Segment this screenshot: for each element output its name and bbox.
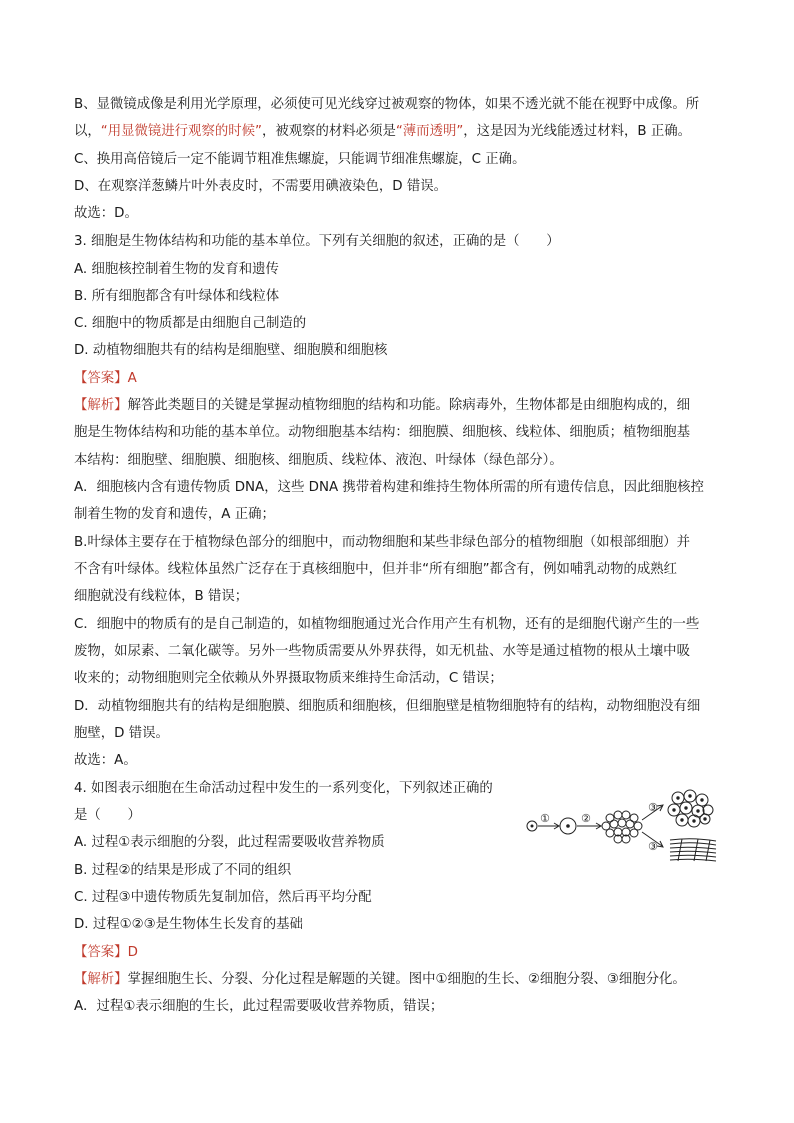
q4-option-c: C. 过程③中遗传物质先复制加倍，然后再平均分配 bbox=[74, 890, 372, 905]
q3-expl-a-line2: 制着生物的发育和遗传，A 正确； bbox=[74, 507, 275, 522]
q3-expl-d-line2: 胞壁，D 错误。 bbox=[74, 726, 169, 741]
q4-option-d: D. 过程①②③是生物体生长发育的基础 bbox=[74, 917, 303, 932]
label-process-1: ① bbox=[540, 812, 550, 825]
q3-answer bbox=[74, 365, 137, 392]
analysis-tag: 【解析】 bbox=[74, 972, 128, 987]
choose-d: 故选：D。 bbox=[74, 206, 138, 221]
nucleus-dot bbox=[531, 825, 533, 827]
text: 以， bbox=[74, 124, 101, 139]
q3-expl-c-line1: C．细胞中的物质有的是自己制造的，如植物细胞通过光合作用产生有机物，还有的是细胞代谢产生的一些 bbox=[74, 617, 700, 632]
q4-option-a: A. 过程①表示细胞的分裂，此过程需要吸收营养物质 bbox=[74, 835, 385, 850]
q3-analysis-line3: 本结构：细胞壁、细胞膜、细胞核、细胞质、线粒体、液泡、叶绿体（绿色部分）。 bbox=[74, 453, 563, 468]
q3-option-d: D. 动植物细胞共有的结构是细胞壁、细胞膜和细胞核 bbox=[74, 343, 388, 358]
q3-option-a: A. 细胞核控制着生物的发育和遗传 bbox=[74, 262, 279, 277]
analysis-tag: 【解析】 bbox=[74, 398, 128, 413]
q3-expl-b-line1: B.叶绿体主要存在于植物绿色部分的细胞中，而动物细胞和某些非绿色部分的植物细胞（如根部细胞）并 bbox=[74, 535, 691, 550]
elongated-tissue bbox=[670, 839, 716, 861]
q4-analysis-line1 bbox=[74, 966, 686, 993]
q4-expl-a-line1: A．过程①表示细胞的生长，此过程需要吸收营养物质，错误； bbox=[74, 999, 444, 1014]
q3-option-b: B. 所有细胞都含有叶绿体和线粒体 bbox=[74, 289, 280, 304]
q3-choose: 故选：A。 bbox=[74, 753, 137, 768]
explanation-b-line2 bbox=[74, 118, 691, 145]
explanation-b-line1: B、显微镜成像是利用光学原理，必须使可见光线穿过被观察的物体，如果不透光就不能在视野中成像。所 bbox=[74, 97, 700, 112]
q3-analysis-line1 bbox=[74, 392, 690, 419]
quote-thin-transparent: “薄而透明” bbox=[395, 124, 464, 139]
answer-tag: 【答案】 bbox=[74, 945, 128, 960]
answer-tag: 【答案】 bbox=[74, 371, 128, 386]
q4-option-b: B. 过程②的结果是形成了不同的组织 bbox=[74, 863, 292, 878]
q3-analysis-line2: 胞是生物体结构和功能的基本单位。动物细胞基本结构：细胞膜、细胞核、线粒体、细胞质；植物细胞基 bbox=[74, 425, 690, 440]
q3-expl-c-line2: 废物，如尿素、二氧化碳等。另外一些物质需要从外界获得，如无机盐、水等是通过植物的根从土壤中吸 bbox=[74, 644, 690, 659]
answer-value: A bbox=[127, 371, 137, 386]
explanation-d: D、在观察洋葱鳞片叶外表皮时，不需要用碘液染色，D 错误。 bbox=[74, 179, 448, 194]
q3-expl-b-line3: 细胞就没有线粒体，B 错误； bbox=[74, 589, 249, 604]
round-tissue bbox=[668, 790, 713, 827]
quote-observation: “用显微镜进行观察的时候” bbox=[100, 124, 262, 139]
cell-cluster bbox=[602, 811, 642, 843]
q3-expl-c-line3: 收来的；动物细胞则完全依赖从外界摄取物质来维持生命活动，C 错误； bbox=[74, 671, 503, 686]
text: 掌握细胞生长、分裂、分化过程是解题的关键。图中①细胞的生长、②细胞分裂、③细胞分化。 bbox=[127, 972, 686, 987]
nucleus-dot bbox=[567, 825, 570, 828]
q3-expl-b-line2: 不含有叶绿体。线粒体虽然广泛存在于真核细胞中，但并非“所有细胞”都含有，例如哺乳动物的成熟红 bbox=[74, 562, 678, 577]
q3-expl-a-line1: A．细胞核内含有遗传物质 DNA，这些 DNA 携带着构建和维持生物体所需的所有遗传信息，因此细胞核控 bbox=[74, 480, 704, 495]
q4-stem-line1: 4. 如图表示细胞在生命活动过程中发生的一系列变化，下列叙述正确的 bbox=[74, 781, 493, 796]
q4-answer bbox=[74, 939, 138, 966]
q4-stem-line2: 是（ ） bbox=[74, 808, 141, 823]
q3-option-c: C. 细胞中的物质都是由细胞自己制造的 bbox=[74, 316, 307, 331]
q3-stem: 3. 细胞是生物体结构和功能的基本单位。下列有关细胞的叙述，正确的是（ ） bbox=[74, 234, 560, 249]
label-process-3b: ③ bbox=[648, 840, 658, 853]
label-process-3a: ③ bbox=[648, 801, 658, 814]
text: ，被观察的材料必须是 bbox=[261, 124, 396, 139]
q3-expl-d-line1: D．动植物细胞共有的结构是细胞膜、细胞质和细胞核，但细胞壁是植物细胞特有的结构，动物细胞没有细 bbox=[74, 699, 701, 714]
explanation-c: C、换用高倍镜后一定不能调节粗准焦螺旋，只能调节细准焦螺旋，C 正确。 bbox=[74, 152, 526, 167]
answer-value: D bbox=[127, 945, 138, 960]
cell-change-diagram bbox=[522, 786, 722, 864]
text: ，这是因为光线能透过材料，B 正确。 bbox=[463, 124, 691, 139]
text: 解答此类题目的关键是掌握动植物细胞的结构和功能。除病毒外，生物体都是由细胞构成的，细 bbox=[127, 398, 690, 413]
label-process-2: ② bbox=[581, 812, 591, 825]
